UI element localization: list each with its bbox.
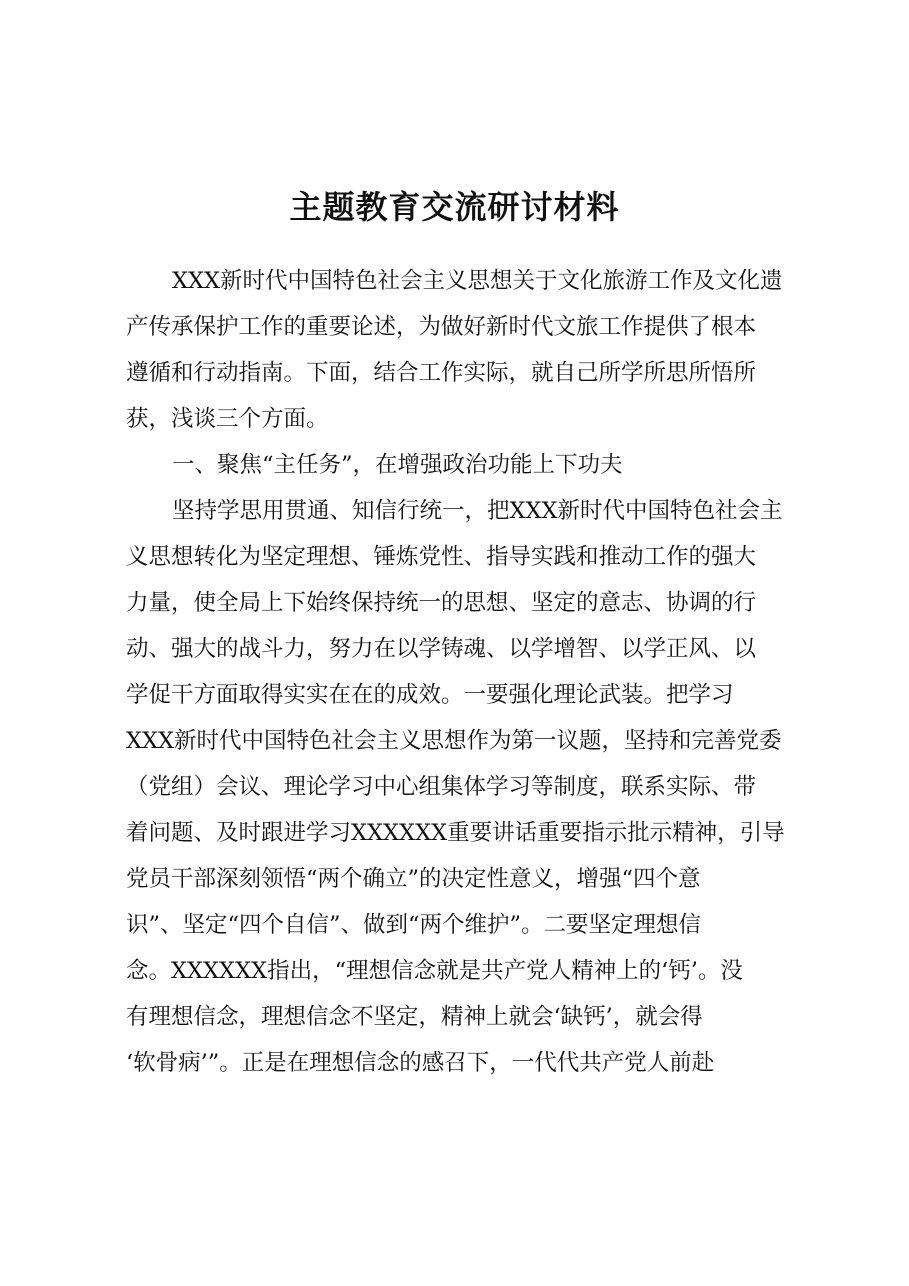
paragraph-line: 产传承保护工作的重要论述，为做好新时代文旅工作提供了根本 (126, 314, 757, 340)
paragraph-line: ‘软骨病’”。正是在理想信念的感召下，一代代共产党人前赴 (126, 1050, 715, 1076)
paragraph-line: 获，浅谈三个方面。 (126, 406, 329, 432)
paragraph-line: 学促干方面取得实实在在的成效。一要强化理论武装。把学习 (126, 682, 734, 708)
paragraph-line: 着问题、及时跟进学习XXXXXX重要讲话重要指示批示精神，引导 (126, 820, 785, 846)
section-heading: 一、聚焦“主任务”，在增强政治功能上下功夫 (172, 452, 623, 478)
document-title: 主题教育交流研讨材料 (289, 188, 620, 226)
paragraph-line: 动、强大的战斗力，努力在以学铸魂、以学增智、以学正风、以 (126, 636, 757, 662)
paragraph-line: 党员干部深刻领悟“两个确立”的决定性意义，增强“四个意 (126, 866, 701, 892)
paragraph-line: （党组）会议、理论学习中心组集体学习等制度，联系实际、带 (126, 774, 757, 800)
paragraph-line: XXX新时代中国特色社会主义思想作为第一议题，坚持和完善党委 (126, 728, 782, 754)
paragraph-line: 念。XXXXXX指出，“理想信念就是共产党人精神上的‘钙’。没 (126, 958, 743, 984)
paragraph-line: 有理想信念，理想信念不坚定，精神上就会‘缺钙’，就会得 (126, 1004, 703, 1030)
paragraph-line: 力量，使全局上下始终保持统一的思想、坚定的意志、协调的行 (126, 590, 757, 616)
paragraph-line: 义思想转化为坚定理想、锤炼党性、指导实践和推动工作的强大 (126, 544, 757, 570)
paragraph-line: XXX新时代中国特色社会主义思想关于文化旅游工作及文化遗 (172, 268, 783, 294)
paragraph-line: 遵循和行动指南。下面，结合工作实际，就自己所学所思所悟所 (126, 360, 757, 386)
paragraph-line: 坚持学思用贯通、知信行统一，把XXX新时代中国特色社会主 (172, 498, 783, 524)
paragraph-line: 识”、坚定“四个自信”、做到“两个维护”。二要坚定理想信 (126, 912, 702, 938)
